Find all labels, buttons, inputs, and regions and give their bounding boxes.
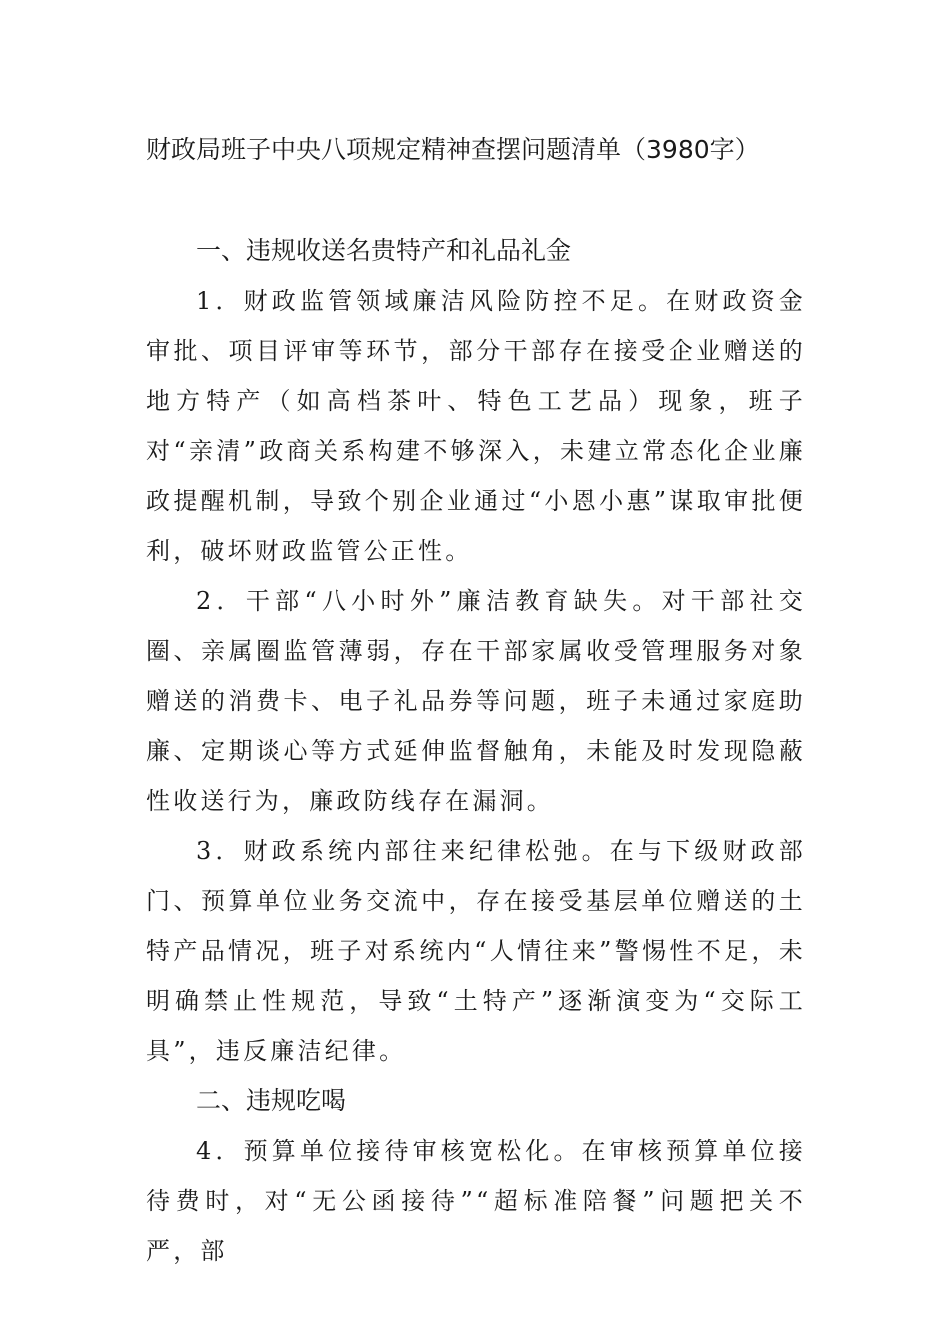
section-heading: 二、违规吃喝 — [196, 1086, 347, 1115]
section-heading: 一、违规收送名贵特产和礼品礼金 — [196, 236, 572, 265]
section-gifts — [146, 226, 806, 1076]
paragraph: 1．财政监管领域廉洁风险防控不足。在财政资金审批、项目评审等环节，部分干部存在接受企业赠送的地方特产（如高档茶叶、特色工艺品）现象，班子对“亲清”政商关系构建不够深入，未建立常态化企业廉政提醒机制，导致个别企业通过“小恩小惠”谋取审批便利，破坏财政监管公正性。 — [146, 287, 806, 565]
paragraph: 2．干部“八小时外”廉洁教育缺失。对干部社交圈、亲属圈监管薄弱，存在干部家属收受管理服务对象赠送的消费卡、电子礼品券等问题，班子未通过家庭助廉、定期谈心等方式延伸监督触角，未能及时发现隐蔽性收送行为，廉政防线存在漏洞。 — [146, 587, 806, 815]
paragraph: 4．预算单位接待审核宽松化。在审核预算单位接待费时，对“无公函接待”“超标准陪餐”问题把关不严，部 — [146, 1137, 806, 1265]
document-title: 财政局班子中央八项规定精神查摆问题清单（3980字） — [146, 135, 760, 164]
section-dining — [146, 1076, 806, 1276]
document-body — [146, 226, 806, 1276]
paragraph: 3．财政系统内部往来纪律松弛。在与下级财政部门、预算单位业务交流中，存在接受基层单位赠送的土特产品情况，班子对系统内“人情往来”警惕性不足，未明确禁止性规范，导致“土特产”逐渐演变为“交际工具”，违反廉洁纪律。 — [146, 837, 806, 1065]
